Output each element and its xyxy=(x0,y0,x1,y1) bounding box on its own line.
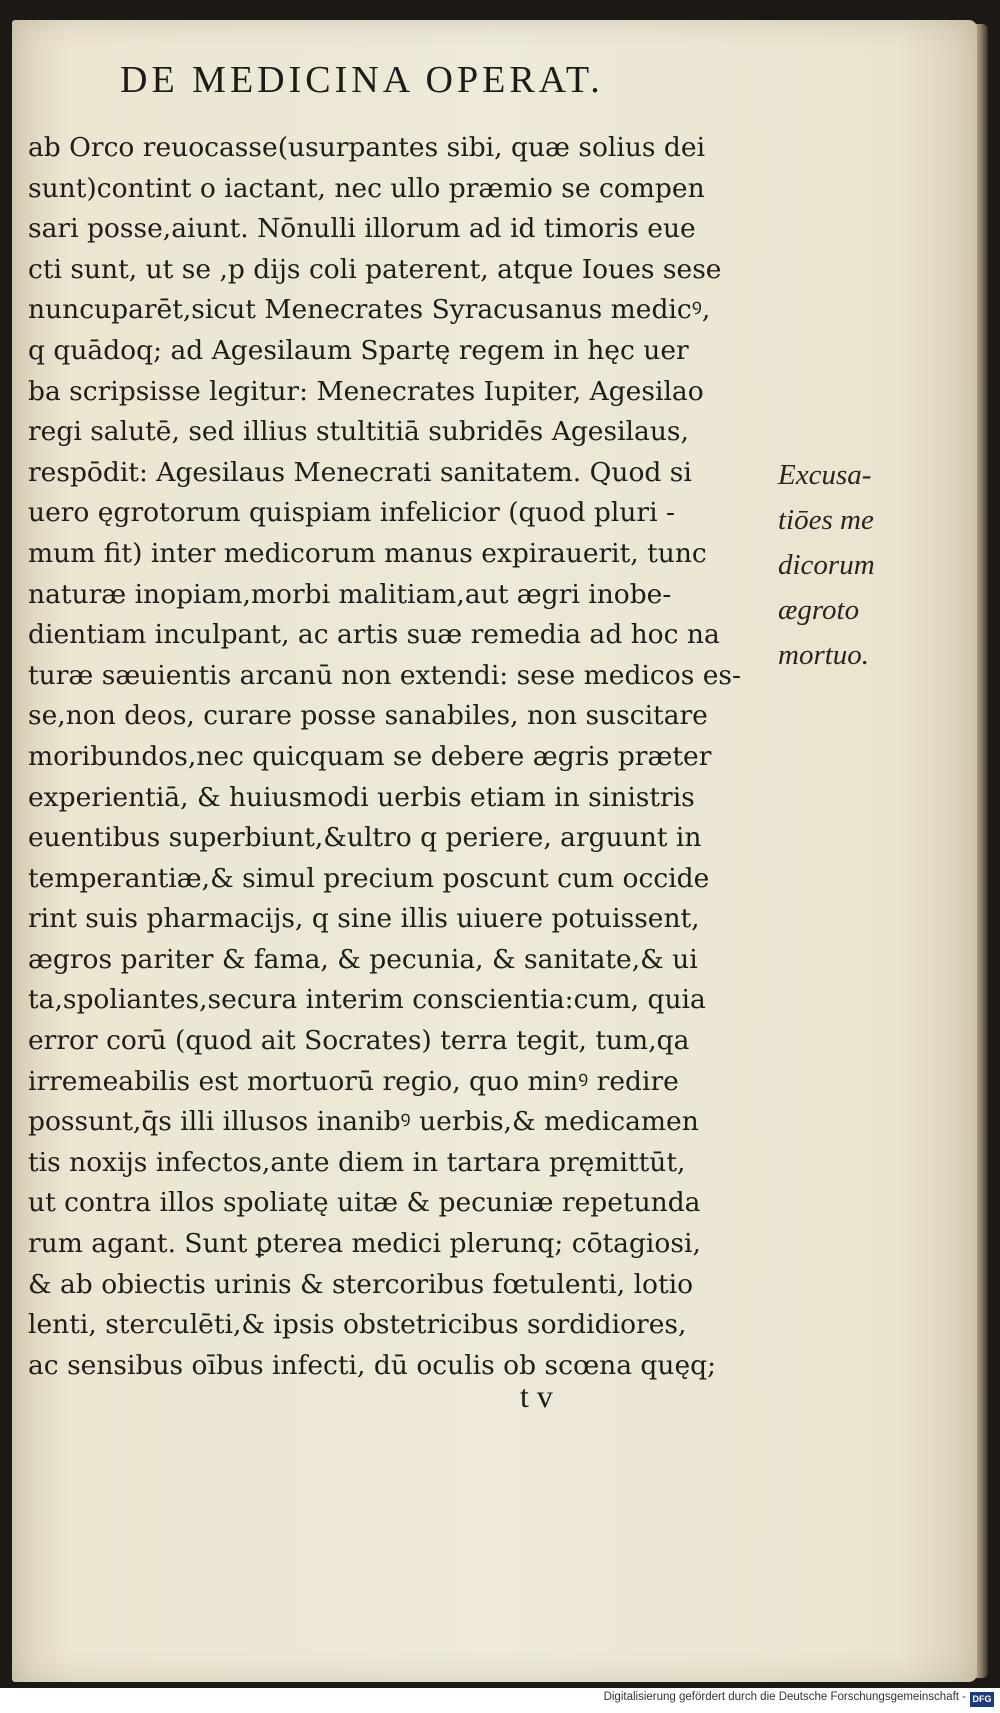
text-line: & ab obiectis urinis & stercoribus fœtulenti, lotio xyxy=(28,1268,694,1300)
text-line: moribundos,nec quicquam se debere ægris præter xyxy=(28,740,712,772)
text-line: uero ęgrotorum quispiam infelicior (quod pluri - xyxy=(28,497,675,529)
text-line: ab Orco reuocasse(usurpantes sibi, quæ solius dei xyxy=(28,132,706,163)
margin-note-line: mortuo. xyxy=(778,639,870,671)
text-line: ta,spoliantes,secura interim conscientia:cum, quia xyxy=(28,984,706,1016)
text-line: temperantiæ,& simul precium poscunt cum occide xyxy=(28,862,710,894)
text-line: possunt,q̄s illi illusos inanibꝰ uerbis,& medicamen xyxy=(28,1106,699,1138)
text-line: sunt)contint o iactant, nec ullo præmio se compen xyxy=(28,172,705,204)
dfg-logo: DFG xyxy=(970,1692,994,1707)
text-line: rint suis pharmacijs, q sine illis uiuere potuissent, xyxy=(28,903,700,935)
text-line: sari posse,aiunt. Nōnulli illorum ad id timoris eue xyxy=(28,213,696,245)
text-line: cti sunt, ut se ,p dijs coli paterent, atque Ioues sese xyxy=(28,253,722,285)
text-line: turæ sæuientis arcanū non extendi: sese medicos es- xyxy=(28,659,741,691)
text-line: ut contra illos spoliatę uitæ & pecuniæ repetunda xyxy=(28,1187,701,1219)
margin-note-line: ægroto xyxy=(778,594,860,626)
text-line: ac sensibus oībus infecti, dū oculis ob scœna quęq; xyxy=(28,1349,717,1381)
text-line: q quādoq; ad Agesilaum Spartę regem in hęc uer xyxy=(28,334,689,366)
text-line: se,non deos, curare posse sanabiles, non suscitare xyxy=(28,700,708,732)
text-line: dientiam inculpant, ac artis suæ remedia ad hoc na xyxy=(28,619,720,651)
text-line: nuncuparēt,sicut Menecrates Syracusanus medicꝰ, xyxy=(28,294,711,326)
margin-note-line: Excusa- xyxy=(778,459,872,491)
text-line: error corū (quod ait Socrates) terra tegit, tum,qa xyxy=(28,1025,690,1057)
margin-note-line: tiōes me xyxy=(778,504,874,536)
text-line: rum agant. Sunt ꝑterea medici plerunq; cōtagiosi, xyxy=(28,1228,701,1260)
running-header: DE MEDICINA OPERAT. xyxy=(120,59,604,101)
text-line: respōdit: Agesilaus Menecrati sanitatem. Quod si xyxy=(28,456,692,488)
text-line: ba scripsisse legitur: Menecrates Iupiter, Agesilao xyxy=(28,375,704,407)
text-line: naturæ inopiam,morbi malitiam,aut ægri inobe- xyxy=(28,578,672,610)
text-line: irremeabilis est mortuorū regio, quo minꝰ redire xyxy=(28,1065,679,1097)
text-line: experientiā, & huiusmodi uerbis etiam in sinistris xyxy=(28,781,695,813)
text-line: ægros pariter & fama, & pecunia, & sanitate,& ui xyxy=(28,943,698,975)
digitization-footer xyxy=(0,1688,1000,1713)
signature-mark: t v xyxy=(520,1378,553,1414)
margin-note-line: dicorum xyxy=(778,549,875,581)
text-line: regi salutē, sed illius stultitiā subridēs Agesilaus, xyxy=(28,416,689,448)
text-line: lenti, sterculēti,& ipsis obstetricibus sordidiores, xyxy=(28,1309,687,1341)
text-line: euentibus superbiunt,&ultro q periere, arguunt in xyxy=(28,822,702,854)
text-line: mum fit) inter medicorum manus expirauerit, tunc xyxy=(28,537,707,569)
margin-note xyxy=(778,453,928,678)
funding-credit: Digitalisierung gefördert durch die Deutsche Forschungsgemeinschaft - xyxy=(603,1691,966,1703)
text-line: tis noxijs infectos,ante diem in tartara pręmittūt, xyxy=(28,1146,686,1178)
body-text xyxy=(28,128,788,1386)
